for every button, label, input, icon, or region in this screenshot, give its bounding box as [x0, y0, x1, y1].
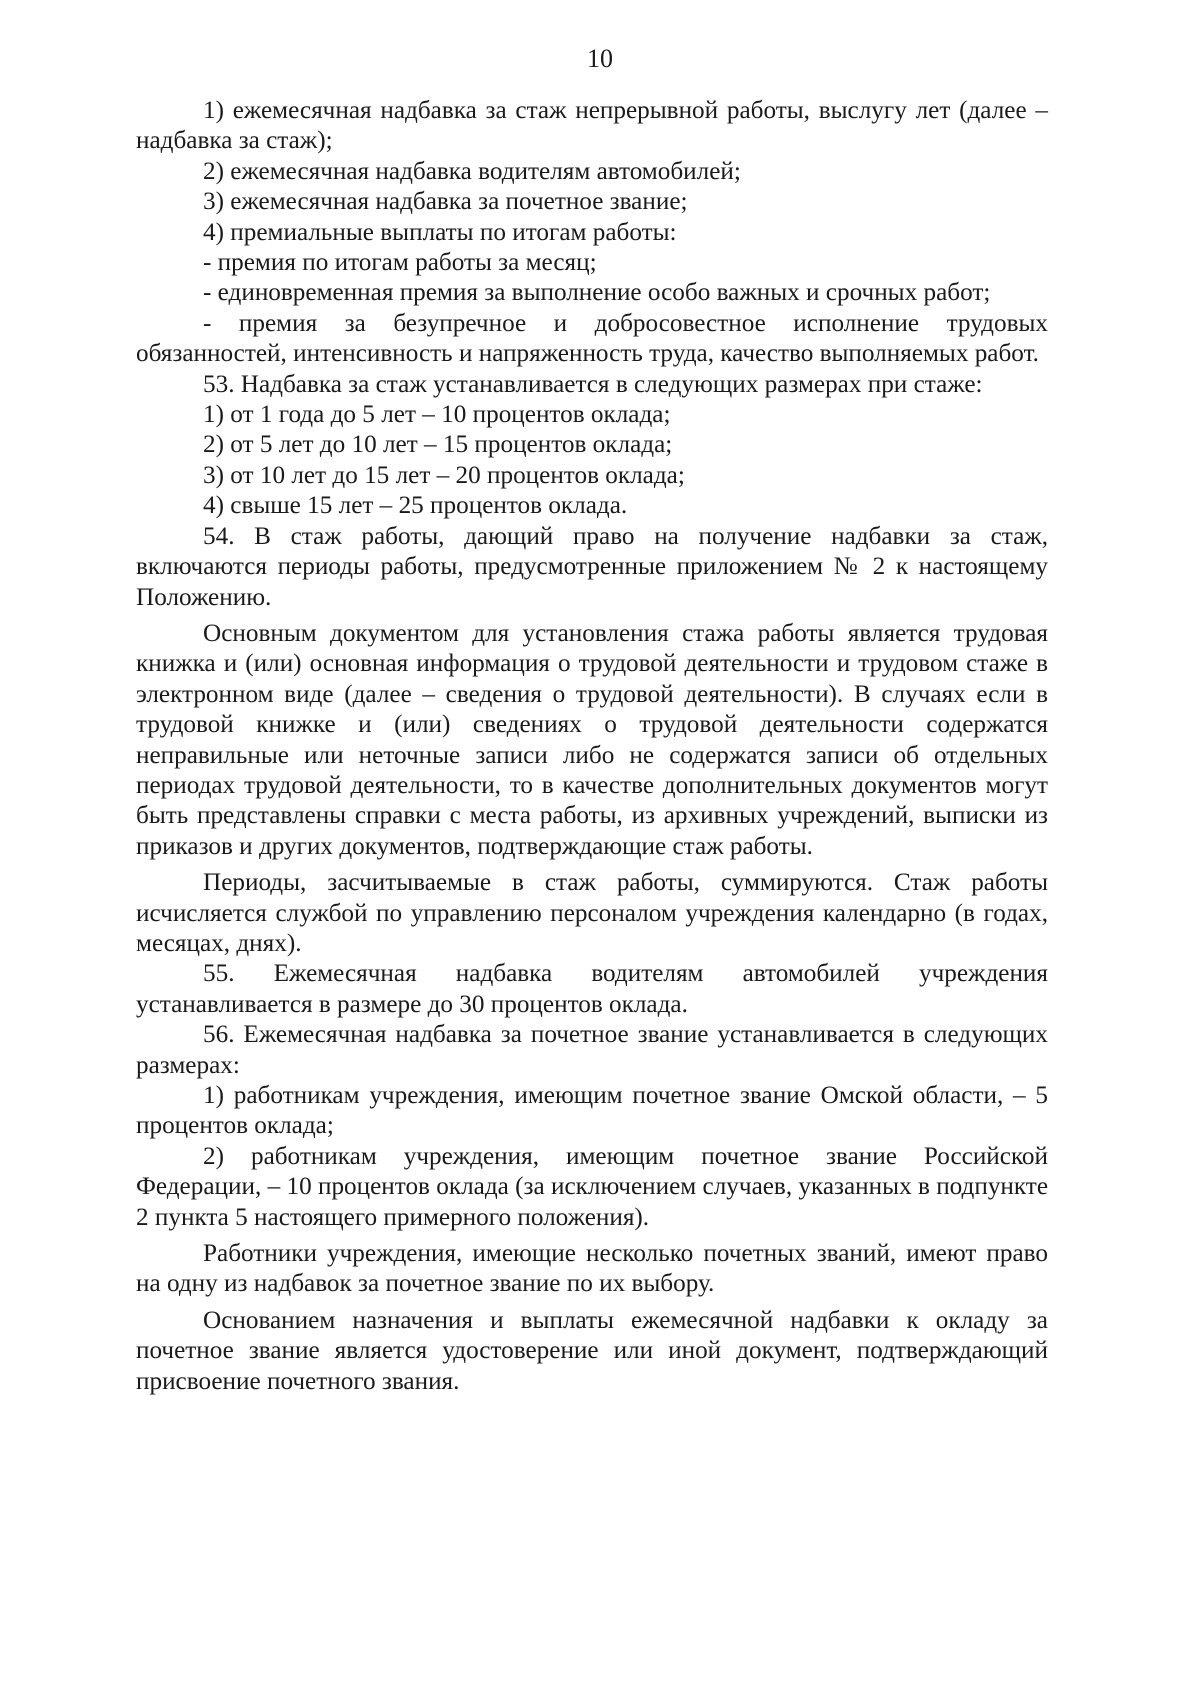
paragraph: - премия за безупречное и добросовестное исполнение трудовых обязанностей, интенсивность и напряженность труда, качество выполняемых работ.: [136, 309, 1048, 368]
paragraph: 2) ежемесячная надбавка водителям автомобилей;: [203, 157, 741, 185]
paragraph: 1) работникам учреждения, имеющим почетное звание Омской области, – 5 процентов оклада;: [136, 1082, 1048, 1140]
paragraph: 2) работникам учреждения, имеющим почетное звание Российской Федерации, – 10 процентов оклада (за исключением случаев, указанных в подпункте 2 пункта 5 настоящего примерного положения).: [136, 1142, 1048, 1231]
paragraph: 56. Ежемесячная надбавка за почетное звание устанавливается в следующих размерах:: [136, 1021, 1048, 1079]
paragraph: 3) от 10 лет до 15 лет – 20 процентов оклада;: [203, 461, 685, 489]
paragraph: Работники учреждения, имеющие несколько почетных званий, имеют право на одну из надбавок за почетное звание по их выбору.: [136, 1240, 1048, 1298]
paragraph: Основанием назначения и выплаты ежемесячной надбавки к окладу за почетное звание является удостоверение или иной документ, подтверждающий присвоение почетного звания.: [136, 1306, 1048, 1395]
paragraph: 4) премиальные выплаты по итогам работы:: [203, 218, 677, 246]
paragraph: 1) от 1 года до 5 лет – 10 процентов оклада;: [203, 401, 671, 429]
paragraph: 2) от 5 лет до 10 лет – 15 процентов оклада;: [203, 431, 673, 459]
document-body: [136, 96, 1048, 1397]
paragraph: Основным документом для установления стажа работы является трудовая книжка и (или) основная информация о трудовой деятельности и трудовом стаже в электронном виде (далее – сведения о трудовой деятельности). В случаях если в трудовой книжке и (или) сведениях о трудовой деятельности содержатся неправильные или неточные записи либо не содержатся записи об отдельных периодах трудовой деятельности, то в качестве дополнительных документов могут быть представлены справки с места работы, из архивных учреждений, выписки из приказов и других документов, подтверждающие стаж работы.: [136, 619, 1048, 860]
paragraph: - премия по итогам работы за месяц;: [203, 249, 597, 277]
paragraph: 53. Надбавка за стаж устанавливается в следующих размерах при стаже:: [203, 370, 983, 398]
page-number: 10: [587, 44, 613, 73]
paragraph: 54. В стаж работы, дающий право на получение надбавки за стаж, включаются периоды работы, предусмотренные приложением № 2 к настоящему Положению.: [136, 522, 1048, 611]
paragraph: Периоды, засчитываемые в стаж работы, суммируются. Стаж работы исчисляется службой по управлению персоналом учреждения календарно (в годах, месяцах, днях).: [136, 869, 1048, 957]
paragraph: 3) ежемесячная надбавка за почетное звание;: [203, 188, 688, 216]
paragraph: 4) свыше 15 лет – 25 процентов оклада.: [203, 492, 628, 520]
paragraph: - единовременная премия за выполнение особо важных и срочных работ;: [203, 279, 991, 307]
paragraph: 55. Ежемесячная надбавка водителям автомобилей учреждения устанавливается в размере до 30 процентов оклада.: [136, 960, 1048, 1018]
paragraph: 1) ежемесячная надбавка за стаж непрерывной работы, выслугу лет (далее – надбавка за стаж);: [136, 97, 1048, 155]
